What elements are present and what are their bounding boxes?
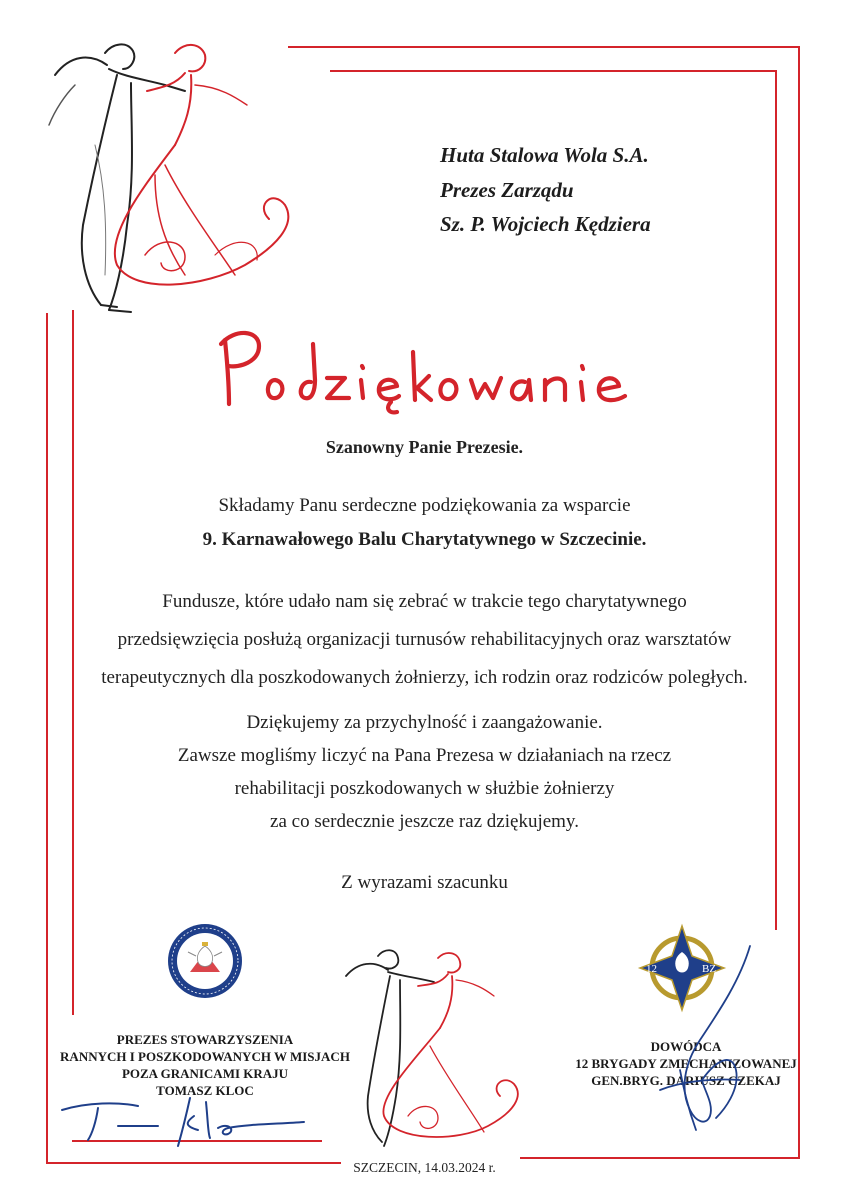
- heading-handwritten-title: [215, 322, 635, 417]
- paragraph-gratitude-line1: Dziękujemy za przychylność i zaangażowanie.: [246, 712, 603, 733]
- salutation: Szanowny Panie Prezesie.: [325, 437, 524, 457]
- paragraph-funds-line3: terapeutycznych dla poszkodowanych żołnierzy, ich rodzin oraz rodziców poległych.: [101, 667, 748, 688]
- paragraph-funds-line2: przedsięwzięcia posłużą organizacji turnusów rehabilitacyjnych oraz warsztatów: [117, 629, 732, 650]
- right-signatory-line2: 12 BRYGADY ZMECHANIZOWANEJ: [575, 1056, 797, 1071]
- left-signatory-line2: RANNYCH I POSZKODOWANYCH W MISJACH: [60, 1049, 350, 1064]
- dancing-couple-illustration-top: [35, 25, 305, 325]
- right-signature: [640, 940, 760, 1140]
- frame-bottom-line-right: [520, 1157, 800, 1159]
- paragraph-thanks-line1: Składamy Panu serdeczne podziękowania za wsparcie: [218, 495, 631, 516]
- place-and-date: SZCZECIN, 14.03.2024 r.: [353, 1160, 496, 1175]
- brigade-emblem-left-text: 12: [646, 963, 657, 975]
- dancing-couple-illustration-bottom: [338, 936, 528, 1156]
- recipient-name: Sz. P. Wojciech Kędziera: [440, 212, 651, 236]
- paragraph-gratitude-line3: rehabilitacji poszkodowanych w służbie żołnierzy: [234, 778, 615, 799]
- left-signatory-line3: POZA GRANICAMI KRAJU: [121, 1066, 289, 1081]
- paragraph-gratitude-line4: za co serdecznie jeszcze raz dziękujemy.: [270, 811, 579, 832]
- brigade-emblem-right-text: BZ: [702, 963, 717, 975]
- recipient-company: Huta Stalowa Wola S.A.: [440, 143, 649, 167]
- frame-top-line: [288, 46, 800, 48]
- left-signatory-line1: PREZES STOWARZYSZENIA: [116, 1032, 294, 1047]
- association-emblem-icon: [166, 922, 244, 1000]
- left-signature: [58, 1092, 308, 1152]
- frame-top-line-inner: [330, 70, 777, 72]
- paragraph-funds: [0, 583, 849, 697]
- recipient-address: [440, 138, 800, 242]
- closing-phrase: Z wyrazami szacunku: [341, 872, 508, 893]
- paragraph-thanks: [0, 489, 849, 557]
- paragraph-gratitude-line2: Zawsze mogliśmy liczyć na Pana Prezesa w działaniach na rzecz: [177, 745, 672, 766]
- right-signatory-name: GEN.BRYG. DARIUSZ CZEKAJ: [591, 1073, 781, 1088]
- left-signatory-block: [45, 1031, 365, 1099]
- paragraph-thanks-line2: 9. Karnawałowego Balu Charytatywnego w Szczecinie.: [202, 529, 647, 550]
- left-signatory-name: TOMASZ KLOC: [156, 1083, 254, 1098]
- paragraph-gratitude: [0, 706, 849, 838]
- right-signatory-line1: DOWÓDCA: [650, 1039, 722, 1054]
- paragraph-funds-line1: Fundusze, które udało nam się zebrać w trakcie tego charytatywnego: [162, 591, 687, 612]
- recipient-title: Prezes Zarządu: [440, 177, 574, 202]
